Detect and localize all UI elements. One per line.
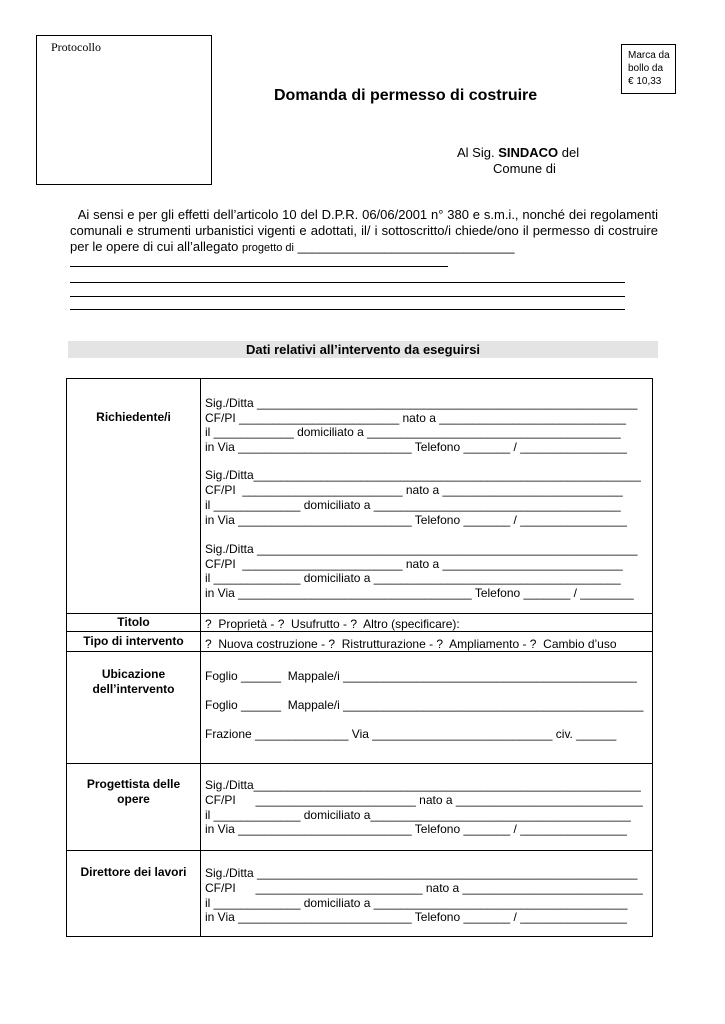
tipo-intervento-label: Tipo di intervento xyxy=(83,634,184,648)
intro-paragraph xyxy=(70,207,658,256)
direttore-line-1[interactable]: Sig./Ditta _________________________________________________________ xyxy=(205,866,638,880)
project-line xyxy=(70,309,625,310)
row-divider xyxy=(67,763,652,764)
protocollo-label: Protocollo xyxy=(51,40,101,54)
section-title: Dati relativi all’intervento da eseguirsi xyxy=(68,341,658,358)
richiedente-1-line-4[interactable]: in Via __________________________ Telefono _______ / ________________ xyxy=(205,440,627,454)
richiedente-2-line-4[interactable]: in Via __________________________ Telefono _______ / ________________ xyxy=(205,513,627,527)
marca-line-2: bollo da xyxy=(628,63,664,74)
direttore-line-3[interactable]: il _____________ domiciliato a ______________________________________ xyxy=(205,896,628,910)
richiedenti-label: Richiedente/i xyxy=(96,410,171,424)
richiedente-2-line-1[interactable]: Sig./Ditta__________________________________________________________ xyxy=(205,468,641,482)
project-line xyxy=(70,282,625,283)
richiedente-2-line-2[interactable]: CF/PI ________________________ nato a ___________________________ xyxy=(205,483,623,497)
column-divider xyxy=(200,379,201,936)
direttore-label: Direttore dei lavori xyxy=(80,865,187,879)
intro-blank: ______________________________ xyxy=(293,239,515,254)
project-line xyxy=(70,266,448,267)
richiedente-1-line-3[interactable]: il ____________ domiciliato a ______________________________________ xyxy=(205,425,621,439)
richiedente-3-line-2[interactable]: CF/PI ________________________ nato a ___________________________ xyxy=(205,557,623,571)
richiedente-1-line-1[interactable]: Sig./Ditta _________________________________________________________ xyxy=(205,396,638,410)
addressee-suffix: del xyxy=(558,145,580,160)
addressee-prefix: Al Sig. xyxy=(457,145,499,160)
progettista-label: Progettista delle opere xyxy=(86,777,181,806)
direttore-line-4[interactable]: in Via __________________________ Telefono _______ / ________________ xyxy=(205,910,627,924)
progettista-line-1[interactable]: Sig./Ditta__________________________________________________________ xyxy=(205,778,641,792)
addressee-line-1 xyxy=(457,145,579,160)
richiedente-1-line-2[interactable]: CF/PI ________________________ nato a ____________________________ xyxy=(205,411,627,425)
row-divider xyxy=(67,850,652,851)
intro-progetto-di: progetto di xyxy=(242,242,294,254)
addressee-line-2: Comune di xyxy=(493,161,556,176)
progettista-line-3[interactable]: il _____________ domiciliato a_______________________________________ xyxy=(205,808,631,822)
row-divider xyxy=(67,631,652,632)
ubicazione-line-1[interactable]: Foglio ______ Mappale/i ____________________________________________ xyxy=(205,669,637,683)
page-title: Domanda di permesso di costruire xyxy=(274,87,538,104)
titolo-label: Titolo xyxy=(117,615,150,629)
marca-line-3: € 10,33 xyxy=(628,76,662,87)
marca-da-bollo-box xyxy=(621,44,676,94)
marca-line-1: Marca da xyxy=(628,50,670,61)
ubicazione-line-3[interactable]: Frazione ______________ Via ___________________________ civ. ______ xyxy=(205,727,617,741)
progettista-line-2[interactable]: CF/PI ________________________ nato a ____________________________ xyxy=(205,793,643,807)
richiedente-2-line-3[interactable]: il _____________ domiciliato a _____________________________________ xyxy=(205,498,621,512)
intro-text: Ai sensi e per gli effetti dell’articolo 10 del D.P.R. 06/06/2001 n° 380 e s.m.i., nonché dei regolamenti comunali e strumenti urbanistici vigenti e adottati, il/ i sottoscritto/i chiede/ono il permesso di costruire per le opere di cui all’allegato xyxy=(70,207,659,254)
row-divider xyxy=(67,651,652,652)
row-divider xyxy=(67,613,652,614)
intervention-table xyxy=(66,378,653,937)
progettista-line-4[interactable]: in Via __________________________ Telefono _______ / ________________ xyxy=(205,822,627,836)
richiedente-3-line-4[interactable]: in Via ___________________________________ Telefono _______ / ________ xyxy=(205,586,634,600)
titolo-options[interactable]: ? Proprietà - ? Usufrutto - ? Altro (specificare): xyxy=(205,617,460,631)
addressee-sindaco: SINDACO xyxy=(498,145,559,160)
protocollo-box xyxy=(36,35,212,185)
richiedente-3-line-3[interactable]: il _____________ domiciliato a _____________________________________ xyxy=(205,571,621,585)
tipo-intervento-options[interactable]: ? Nuova costruzione - ? Ristrutturazione - ? Ampliamento - ? Cambio d’uso xyxy=(205,637,617,651)
project-line xyxy=(70,296,625,297)
ubicazione-line-2[interactable]: Foglio ______ Mappale/i _____________________________________________ xyxy=(205,698,644,712)
ubicazione-label: Ubicazione dell’intervento xyxy=(92,667,175,696)
richiedente-3-line-1[interactable]: Sig./Ditta _________________________________________________________ xyxy=(205,542,638,556)
direttore-line-2[interactable]: CF/PI _________________________ nato a ___________________________ xyxy=(205,881,643,895)
